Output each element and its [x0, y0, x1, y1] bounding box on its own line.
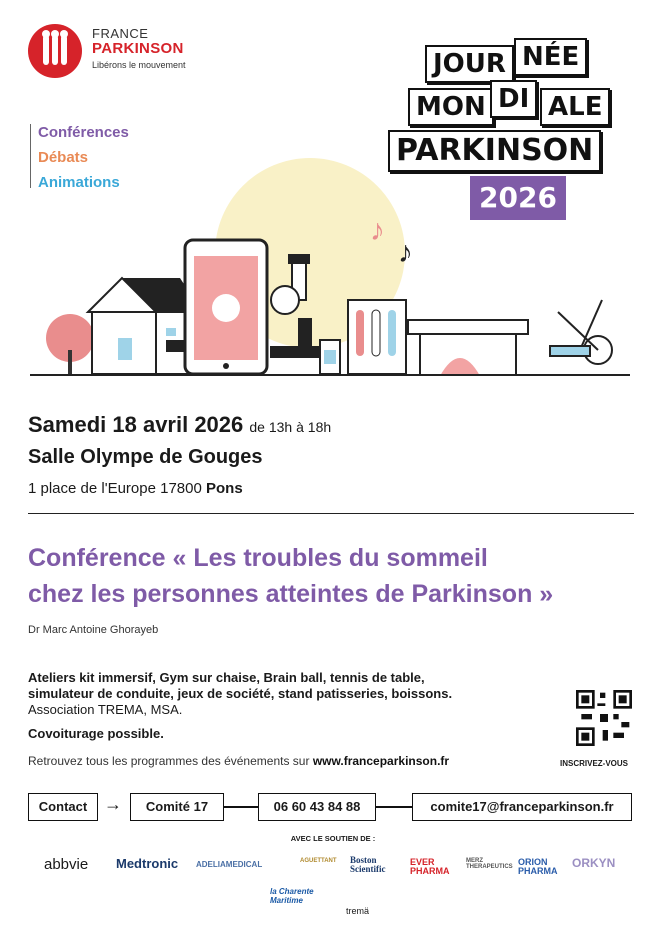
- sponsor-abbvie: abbvie: [44, 856, 89, 873]
- conference-speaker: Dr Marc Antoine Ghorayeb: [28, 624, 159, 636]
- sponsor-aguettant: AGUETTANT: [300, 858, 337, 864]
- address-text: 1 place de l'Europe 17800: [28, 480, 202, 497]
- sponsor-orkyn: ORKYN: [572, 856, 616, 870]
- tablet-icon: [185, 240, 267, 374]
- title-jour: JOUR: [425, 45, 514, 83]
- activities-line2: simulateur de conduite, jeux de société, stand patisseries, boissons.: [28, 686, 453, 701]
- sponsor-orion: ORION PHARMA: [518, 857, 558, 876]
- qr-label: INSCRIVEZ-VOUS: [560, 759, 629, 768]
- tagline-conferences: Conférences: [38, 124, 129, 141]
- city-text: Pons: [206, 480, 243, 497]
- activities-line3: Association TREMA, MSA.: [28, 702, 183, 717]
- microscope-icon: [270, 254, 340, 374]
- sponsor-ever: EVER PHARMA: [410, 857, 450, 876]
- title-year: 2026: [470, 176, 566, 220]
- connector-line: [224, 806, 258, 808]
- tagline-debats: Débats: [38, 149, 89, 166]
- contact-label: Contact: [28, 793, 98, 821]
- qr-code-icon[interactable]: [576, 690, 632, 746]
- event-venue: Salle Olympe de Gouges: [28, 446, 263, 468]
- logo-tagline: Libérons le mouvement: [92, 60, 186, 70]
- divider: [28, 513, 634, 514]
- music-note-icon: ♪: [370, 214, 385, 247]
- phone-box[interactable]: 06 60 43 84 88: [258, 793, 376, 821]
- test-tubes-icon: [348, 300, 406, 374]
- title-di: DI: [490, 80, 537, 118]
- event-date: [28, 412, 331, 438]
- exercise-bike-icon: [550, 300, 612, 364]
- title-mon: MON: [408, 88, 494, 126]
- event-address: [28, 480, 243, 497]
- logo-line1: FRANCE: [92, 26, 149, 41]
- sponsor-boston: Boston Scientific: [350, 855, 386, 874]
- france-parkinson-logo: [28, 24, 82, 78]
- svg-text:♪: ♪: [398, 236, 413, 269]
- program-text: Retrouvez tous les programmes des événements sur www.franceparkinson.fr: [28, 754, 450, 768]
- tagline-bar: [30, 124, 31, 188]
- activities-line1: Ateliers kit immersif, Gym sur chaise, Brain ball, tennis de table,: [28, 670, 425, 685]
- conference-title-line1: Conférence « Les troubles du sommeil: [28, 544, 488, 572]
- sponsor-adelia: ADELIAMEDICAL: [196, 860, 263, 869]
- illustration: [30, 200, 630, 390]
- program-url[interactable]: www.franceparkinson.fr: [312, 754, 450, 768]
- time-text: de 13h à 18h: [249, 419, 332, 435]
- date-text: Samedi 18 avril 2026: [28, 412, 244, 437]
- ground-line: [30, 374, 630, 376]
- sponsor-trema: tremä: [346, 906, 370, 916]
- logo-line2: PARKINSON: [92, 40, 184, 57]
- sponsor-medtronic: Medtronic: [116, 856, 179, 871]
- arrow-icon: →: [104, 794, 122, 814]
- tagline-animations: Animations: [38, 174, 120, 191]
- title-ale: ALE: [540, 88, 610, 126]
- conference-title-line2: chez les personnes atteintes de Parkinson »: [28, 580, 554, 608]
- figure-icon: [43, 35, 49, 65]
- sponsors-label: AVEC LE SOUTIEN DE :: [290, 834, 376, 843]
- sponsor-merz: MERZ THERAPEUTICS: [466, 858, 513, 870]
- committee-box: Comité 17: [130, 793, 224, 821]
- title-nee: NÉE: [514, 38, 587, 76]
- email-box[interactable]: comite17@franceparkinson.fr: [412, 793, 632, 821]
- connector-line: [376, 806, 412, 808]
- carpool-text: Covoiturage possible.: [28, 726, 164, 741]
- sponsor-charente: la Charente Maritime: [270, 887, 314, 905]
- title-parkinson: PARKINSON: [388, 130, 601, 172]
